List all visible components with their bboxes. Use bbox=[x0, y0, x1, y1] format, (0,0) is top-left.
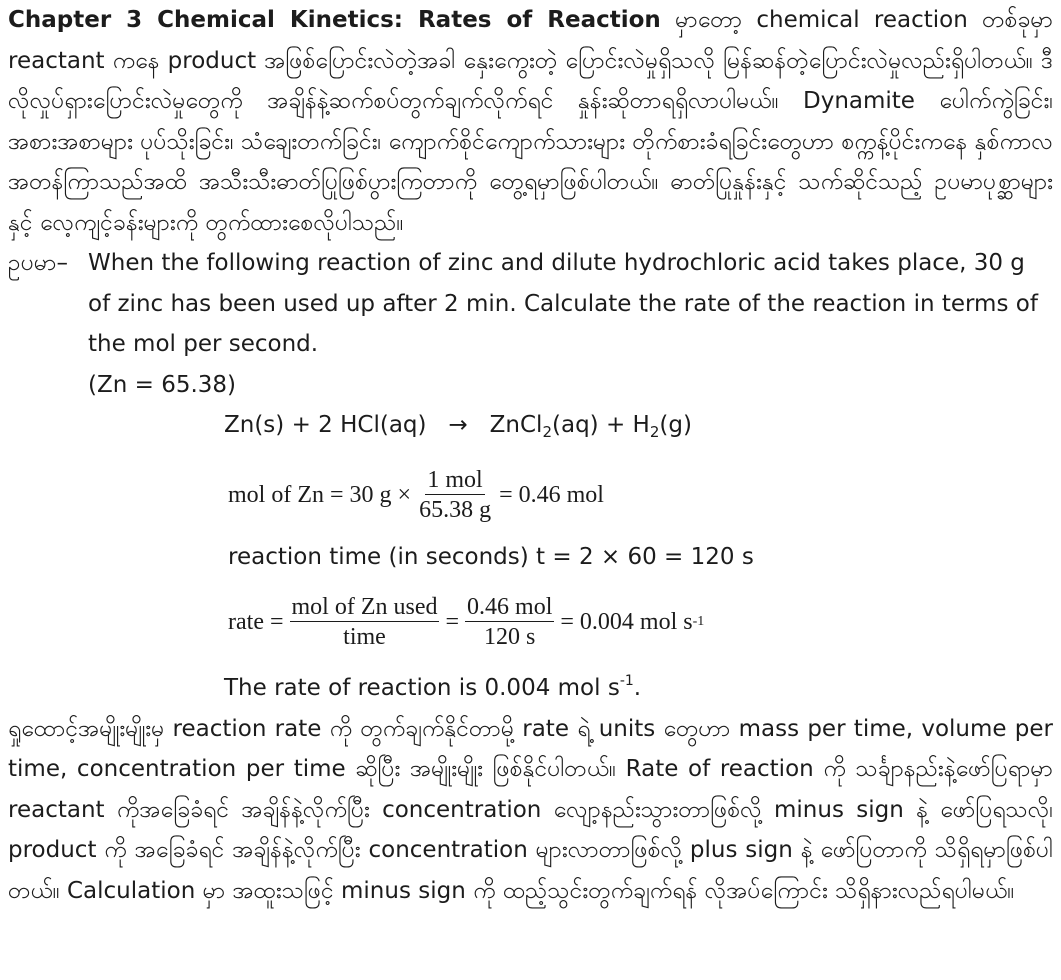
mol-calculation bbox=[8, 455, 1053, 537]
mol-calc-prefix: mol of Zn = 30 g × bbox=[228, 482, 412, 509]
equation-product-a: ZnCl bbox=[489, 412, 543, 438]
product-a-subscript: 2 bbox=[542, 423, 552, 441]
rate-result-superscript: -1 bbox=[692, 613, 705, 629]
mol-fraction bbox=[417, 466, 493, 525]
product-b-subscript: 2 bbox=[649, 423, 660, 441]
conclusion bbox=[8, 661, 1053, 709]
mol-fraction-numerator: 1 mol bbox=[427, 467, 483, 493]
example-question: When the following reaction of zinc and dilute hydrochloric acid takes place, 30 g of zinc has been used up after 2 min. Calculate the rate of the reaction in terms of the mol per second. bbox=[88, 250, 1038, 357]
reaction-equation bbox=[8, 405, 1053, 453]
equation-reactants: Zn(s) + 2 HCl(aq) bbox=[224, 412, 427, 438]
rate-calc-equals: = bbox=[445, 608, 460, 635]
rate-fraction-1-denominator: time bbox=[343, 623, 386, 650]
chapter-title: Chapter 3 Chemical Kinetics: Rates of Reaction bbox=[8, 7, 661, 33]
rate-calc-prefix: rate = bbox=[228, 608, 284, 635]
rate-calc-result: = 0.004 mol s bbox=[560, 608, 693, 635]
example-block bbox=[8, 243, 1053, 365]
conclusion-text: The rate of reaction is 0.004 mol s bbox=[224, 675, 620, 701]
rate-fraction-1-numerator: mol of Zn used bbox=[291, 593, 438, 620]
rate-fraction-2-numerator: 0.46 mol bbox=[467, 593, 553, 620]
closing-paragraph: ရှုထောင့်အမျိုးမျိုးမှ reaction rate ကို တွက်ချက်နိုင်တာမို့ rate ရဲ့ units တွေဟာ mass per time, volume per time, concentration per time ဆိုပြီး အမျိုးမျိုး ဖြစ်နိုင်ပါတယ်။ Rate of reaction ကို သင်္ချာနည်းနဲ့ဖော်ပြရာမှာ reactant ကိုအခြေခံရင် အချိန်နဲ့လိုက်ပြီး concentration လျော့နည်းသွားတာဖြစ်လို့ minus sign နဲ့ ဖော်ပြရသလို၊ product ကို အခြေခံရင် အချိန်နဲ့လိုက်ပြီး concentration များလာတာဖြစ်လို့ plus sign နဲ့ ဖော်ပြတာကို သိရှိရမှာဖြစ်ပါတယ်။ Calculation မှာ အထူးသဖြင့် minus sign ကို ထည့်သွင်းတွက်ချက်ရန် လိုအပ်ကြောင်း သိရှိနားလည်ရပါမယ်။ bbox=[8, 715, 1053, 904]
rate-fraction-2-denominator: 120 s bbox=[484, 623, 536, 650]
example-label: ဥပမာ– bbox=[8, 250, 68, 276]
atomic-mass: (Zn = 65.38) bbox=[88, 371, 237, 398]
intro-paragraph bbox=[8, 0, 1053, 243]
intro-text: မှာတော့ chemical reaction တစ်ခုမှာ reactant ကနေ product အဖြစ်ပြောင်းလဲတဲ့အခါ နှေးကွေးတဲ့ ပြောင်းလဲမှုရှိသလို မြန်ဆန်တဲ့ပြောင်းလဲမှုလည်းရှိပါတယ်။ ဒီလိုလှုပ်ရှားပြောင်းလဲမှုတွေကို အချိန်နဲ့ဆက်စပ်တွက်ချက်လိုက်ရင် နှုန်းဆိုတာရရှိလာပါမယ်။ Dynamite ပေါက်ကွဲခြင်း၊ အစားအစာများ ပုပ်သိုးခြင်း၊ သံချေးတက်ခြင်း၊ ကျောက်စိုင်ကျောက်သားများ တိုက်စားခံရခြင်းတွေဟာ စက္ကန့်ပိုင်းကနေ နှစ်ကာလအတန်ကြာသည်အထိ အသီးသီးဓာတ်ပြုဖြစ်ပွားကြတာကို တွေ့ရမှာဖြစ်ပါတယ်။ ဓာတ်ပြုနှုန်းနှင့် သက်ဆိုင်သည့် ဥပမာပုစ္ဆာများနှင့် လေ့ကျင့်ခန်းများကို တွက်ထားစေလိုပါသည်။ bbox=[8, 7, 1053, 236]
mol-fraction-denominator: 65.38 g bbox=[419, 497, 492, 523]
rate-calculation bbox=[8, 583, 1053, 661]
equation-product-b-state: (g) bbox=[659, 412, 692, 438]
time-calculation: reaction time (in seconds) t = 2 × 60 = 120 s bbox=[228, 543, 754, 570]
rate-fraction-2 bbox=[465, 593, 554, 652]
reaction-arrow-icon: → bbox=[448, 412, 468, 438]
conclusion-superscript: -1 bbox=[619, 673, 634, 689]
mol-calc-result: = 0.46 mol bbox=[499, 482, 604, 509]
rate-fraction-1 bbox=[290, 593, 440, 652]
equation-product-b: (aq) + H bbox=[552, 412, 650, 438]
conclusion-end: . bbox=[633, 675, 642, 701]
